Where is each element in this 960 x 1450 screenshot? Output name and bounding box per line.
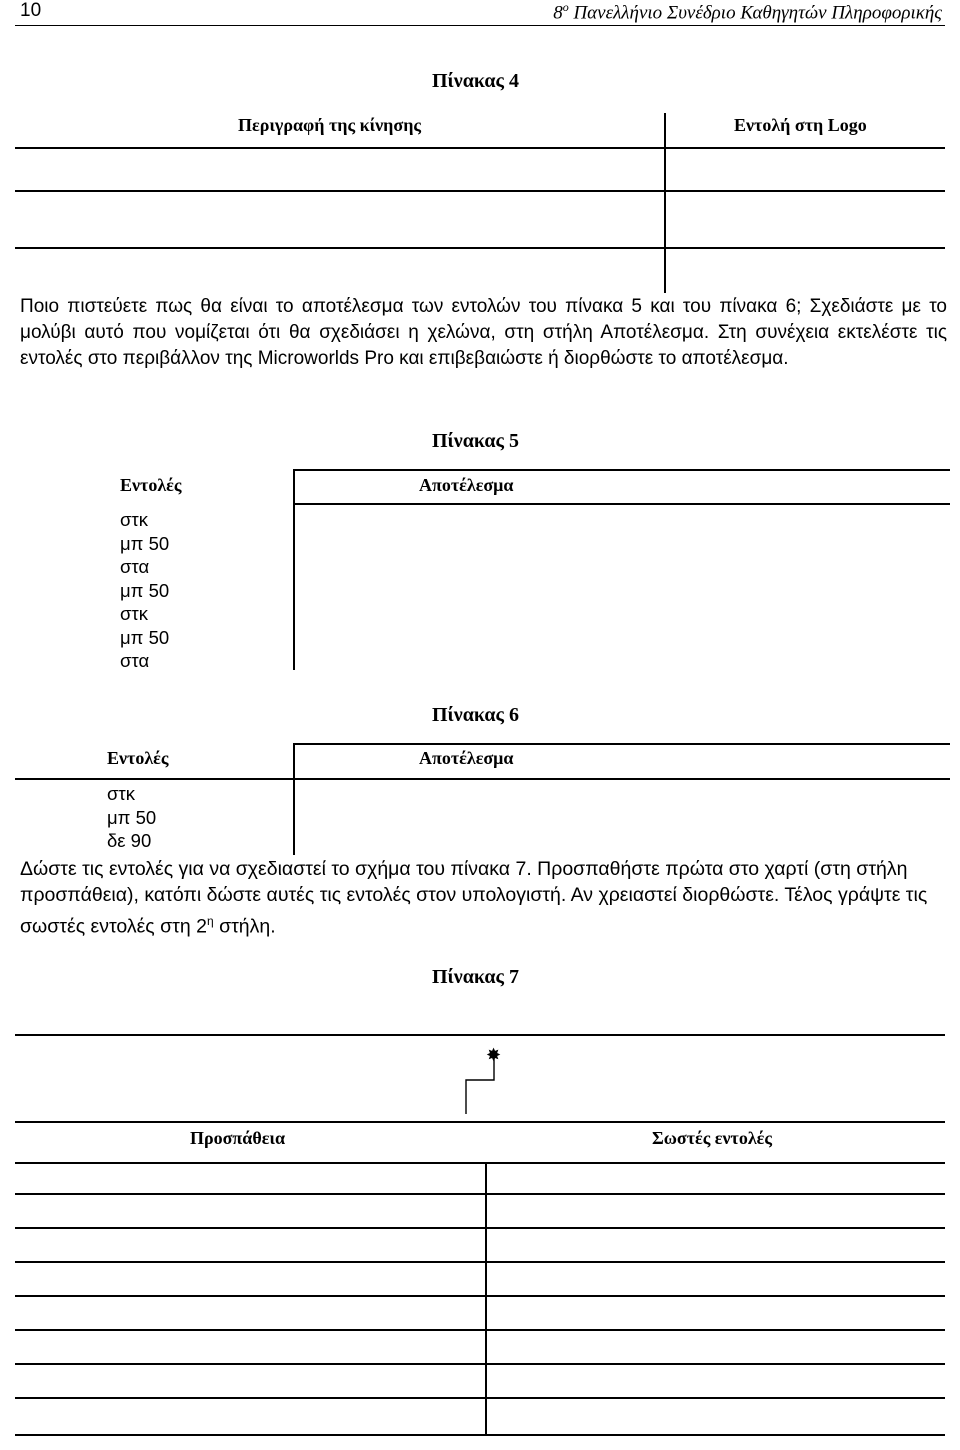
header-title-text: Πανελλήνιο Συνέδριο Καθηγητών Πληροφορικής <box>568 2 942 24</box>
table7-col1-header: Προσπάθεια <box>190 1128 286 1148</box>
table4-col2-header: Εντολή στη Logo <box>734 115 867 135</box>
table5-header-line <box>295 503 950 505</box>
table5-top-line <box>295 469 950 471</box>
paragraph2-text-end: στήλη. <box>213 915 276 938</box>
table6-column-divider <box>293 743 295 855</box>
page-number: 10 <box>20 0 42 21</box>
command-line: στα <box>120 556 150 577</box>
command-line: στκ <box>120 509 148 530</box>
table7-row-line <box>15 1295 945 1297</box>
table4-column-divider <box>664 113 666 293</box>
header-rule <box>15 25 945 26</box>
table7-row-line <box>15 1434 945 1436</box>
command-line: μπ 50 <box>107 806 157 828</box>
table7-row-line <box>15 1397 945 1399</box>
table6-commands <box>107 782 156 853</box>
table4-row-line <box>15 247 945 249</box>
table7-top-line <box>15 1034 945 1036</box>
table7-row-line <box>15 1193 945 1195</box>
header-title-number: 8 <box>553 2 563 24</box>
command-line: στα <box>120 650 150 671</box>
table4-caption: Πίνακας 4 <box>432 70 519 92</box>
table6-caption: Πίνακας 6 <box>432 704 519 726</box>
running-header <box>553 0 942 24</box>
table7-caption: Πίνακας 7 <box>432 966 519 988</box>
table5-column-divider <box>293 469 295 670</box>
table6-header-line <box>15 778 950 780</box>
command-line: στκ <box>120 603 148 624</box>
table6-col2-header: Αποτέλεσμα <box>419 748 514 768</box>
table4-col1-header: Περιγραφή της κίνησης <box>238 115 422 135</box>
command-line: μπ 50 <box>120 626 170 648</box>
table5-commands <box>120 508 169 673</box>
header-title-superscript: ο <box>562 0 569 14</box>
paragraph2-text: Δώστε τις εντολές για να σχεδιαστεί το σχήμα του πίνακα 7. Προσπαθήστε πρώτα στο χαρτί (στη στήλη προσπάθεια), κατόπι δώστε αυτές τις εντολές στον υπολογιστή. Αν χρειαστεί διορθώστε. Τέλος γράψτε τις σωστές εντολές στη 2 <box>20 858 928 938</box>
instruction-paragraph-1: Ποιο πιστεύετε πως θα είναι το αποτέλεσμα των εντολών του πίνακα 5 και του πίνακα 6; Σχεδιάστε με το μολύβι αυτό που νομίζεται ότι θα σχεδιάσει η χελώνα, στη στήλη Αποτέλεσμα. Στη συνέχεια εκτελέστε τις εντολές στο περιβάλλον της Microworlds Pro και επιβεβαιώστε ή διορθώστε το αποτέλεσμα. <box>20 296 947 369</box>
paragraph2-superscript: η <box>206 914 214 928</box>
table7-row-line <box>15 1121 945 1123</box>
table6-top-line <box>295 743 950 745</box>
table4-row-line <box>15 147 945 149</box>
command-line: μπ 50 <box>120 579 170 601</box>
instruction-paragraph-2 <box>20 856 950 940</box>
table4-row-line <box>15 190 945 192</box>
turtle-icon: ✸ <box>486 1045 502 1065</box>
table7-row-line <box>15 1162 945 1164</box>
command-line: στκ <box>107 783 135 804</box>
command-line: δε 90 <box>107 830 152 851</box>
target-shape-drawing <box>455 1042 515 1122</box>
table7-row-line <box>15 1363 945 1365</box>
table7-row-line <box>15 1227 945 1229</box>
table5-col2-header: Αποτέλεσμα <box>419 475 514 495</box>
table7-row-line <box>15 1329 945 1331</box>
table5-col1-header: Εντολές <box>120 475 182 495</box>
command-line: μπ 50 <box>120 532 170 554</box>
table7-col2-header: Σωστές εντολές <box>652 1128 772 1148</box>
table5-caption: Πίνακας 5 <box>432 430 519 452</box>
table7-row-line <box>15 1261 945 1263</box>
table6-col1-header: Εντολές <box>107 748 169 768</box>
table7-column-divider <box>485 1162 487 1435</box>
